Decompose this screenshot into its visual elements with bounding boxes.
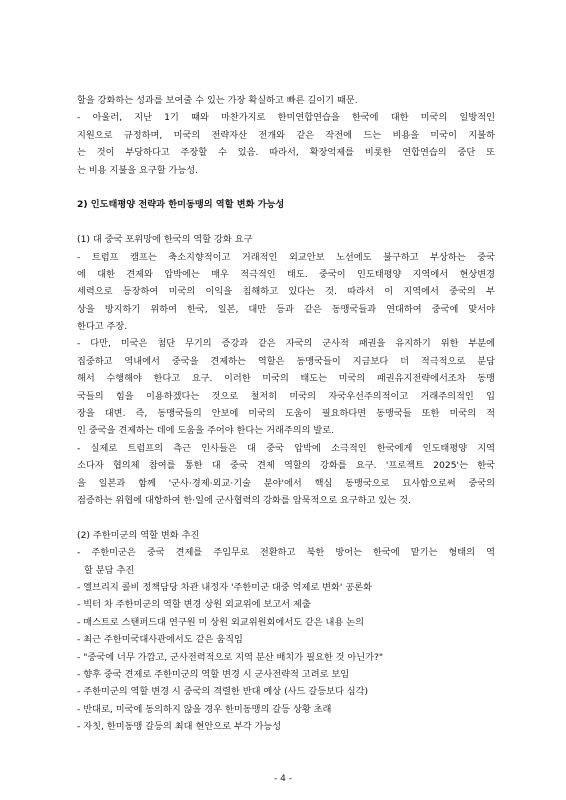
list-item: - 매스트로 스탠퍼드대 연구원 미 상원 외교위원회에서도 같은 내용 논의 bbox=[77, 616, 364, 628]
list-item: - 엘브리지 콜비 정책담당 차관 내정자 '주한미군 대중 억제로 변화' 공론화 bbox=[77, 581, 372, 593]
list-item: - 반대로, 미국에 동의하지 않을 경우 한미동맹의 갈등 상황 초래 bbox=[77, 703, 332, 715]
text-line: 점증하는 위협에 대항하여 한·일에 군사협력의 강화를 암묵적으로 요구하고 있는 것. bbox=[77, 494, 411, 506]
page-number: - 4 - bbox=[274, 774, 292, 784]
text-line: 지원으로 규정하며, 미국의 전략자산 전개와 같은 작전에 드는 비용을 미국이 지불하 bbox=[77, 129, 495, 141]
text-line: - 다만, 미국은 첨단 무기의 증강과 같은 자국의 군사적 패권을 유지하기 위한 부분에 bbox=[77, 338, 495, 350]
bullet-list-usfk bbox=[77, 579, 495, 736]
text-line: 는 것이 부당하다고 주장할 수 있음. 따라서, 확장억제를 비롯한 연합연습의 중단 또 bbox=[77, 147, 495, 159]
section-title: 2) 인도태평양 전략과 한미동맹의 역할 변화 가능성 bbox=[77, 199, 285, 211]
text-line: 소다자 협의체 참여를 통한 대 중국 견제 역할의 강화를 요구. '프로젝트 2025'는 한국 bbox=[77, 460, 495, 472]
text-line: 할 분담 추진 bbox=[84, 564, 135, 576]
list-item: - 빅터 차 주한미군의 역할 변경 상원 외교위에 보고서 제출 bbox=[77, 599, 311, 611]
subsection-heading: (2) 주한미군의 역할 변화 추진 bbox=[77, 529, 200, 541]
paragraph-bullet-joint-exercise bbox=[77, 109, 495, 179]
text-line: 에 대한 견제와 압박에는 매우 적극적인 태도. 중국이 인도태평양 지역에서 현상변경 bbox=[77, 268, 495, 280]
text-line: 을 일본과 함께 '군사·경제·외교·기술 분야'에서 핵심 동맹국으로 묘사함으로써 중국의 bbox=[77, 477, 495, 489]
bullet-project-2025 bbox=[77, 440, 495, 510]
text-line: - 트럼프 캠프는 축소지향적이고 거래적인 외교안보 노선에도 불구하고 부상하는 중국 bbox=[77, 251, 495, 263]
subsection-heading: (1) 대 중국 포위망에 한국의 역할 강화 요구 bbox=[77, 234, 253, 246]
list-item: - 향후 중국 견제로 주한미군의 역할 변경 시 군사전략적 고려로 보임 bbox=[77, 668, 350, 680]
text-line: - 실제로 트럼프의 측근 인사들은 대 중국 압박에 소극적인 한국에게 인도태평양 지역 bbox=[77, 442, 495, 454]
list-item: - 최근 주한미국대사관에서도 같은 움직임 bbox=[77, 634, 243, 646]
bullet-burden-sharing bbox=[77, 335, 495, 439]
text-line: - 아울러, 지난 1기 때와 마찬가지로 한미연합연습을 한국에 대한 미국의 일방적인 bbox=[77, 112, 495, 124]
document-body bbox=[77, 92, 495, 735]
text-line: 세력으로 등장하여 미국의 이익을 침해하고 있다는 것. 따라서 이 지역에서 중국의 부 bbox=[77, 286, 495, 298]
text-line: 할을 강화하는 성과를 보여줄 수 있는 가장 확실하고 빠른 길이기 때문. bbox=[77, 95, 358, 106]
text-line: 해서 수행해야 한다고 요구. 이러한 미국의 태도는 미국의 패권유지전략에서조차 동맹 bbox=[77, 373, 495, 385]
text-line: 인 중국을 견제하는 데에 도움을 주어야 한다는 거래주의의 발로. bbox=[77, 425, 335, 437]
text-line: 한다고 주장. bbox=[77, 321, 128, 333]
text-line: 장을 대변. 즉, 동맹국들의 안보에 미국의 도움이 필요하다면 동맹국들 또한 미국의 적 bbox=[77, 408, 495, 420]
list-item: - 자칫, 한미동맹 갈등의 최대 현안으로 부각 가능성 bbox=[77, 721, 282, 733]
text-line: 상을 방지하기 위하여 한국, 일본, 대만 등과 같은 동맹국들과 연대하여 중국에 맞서야 bbox=[77, 303, 495, 315]
text-line: - 주한미군은 중국 견제를 주임무로 전환하고 북한 방어는 한국에 맡기는 형태의 역 bbox=[77, 547, 495, 559]
paragraph-continuation bbox=[77, 92, 495, 109]
list-item: - "중국에 너무 가깝고, 군사전력적으로 지역 분산 배치가 필요한 것 아닌가?" bbox=[77, 651, 384, 663]
text-line: 는 비용 지불을 요구할 가능성. bbox=[77, 164, 199, 176]
list-item: - 주한미군의 역할 변경 시 중국의 격렬한 반대 예상 (사드 갈등보다 심각) bbox=[77, 686, 369, 698]
text-line: 집중하고 역내에서 중국을 견제하는 역할은 동맹국들이 지금보다 더 적극적으로 분담 bbox=[77, 355, 495, 367]
bullet-trump-china bbox=[77, 249, 495, 336]
text-line: 국들의 힘을 이용하겠다는 것으로 철저히 미국의 자국우선주의적이고 거래주의적인 입 bbox=[77, 390, 495, 402]
bullet-usfk-role bbox=[77, 544, 495, 579]
